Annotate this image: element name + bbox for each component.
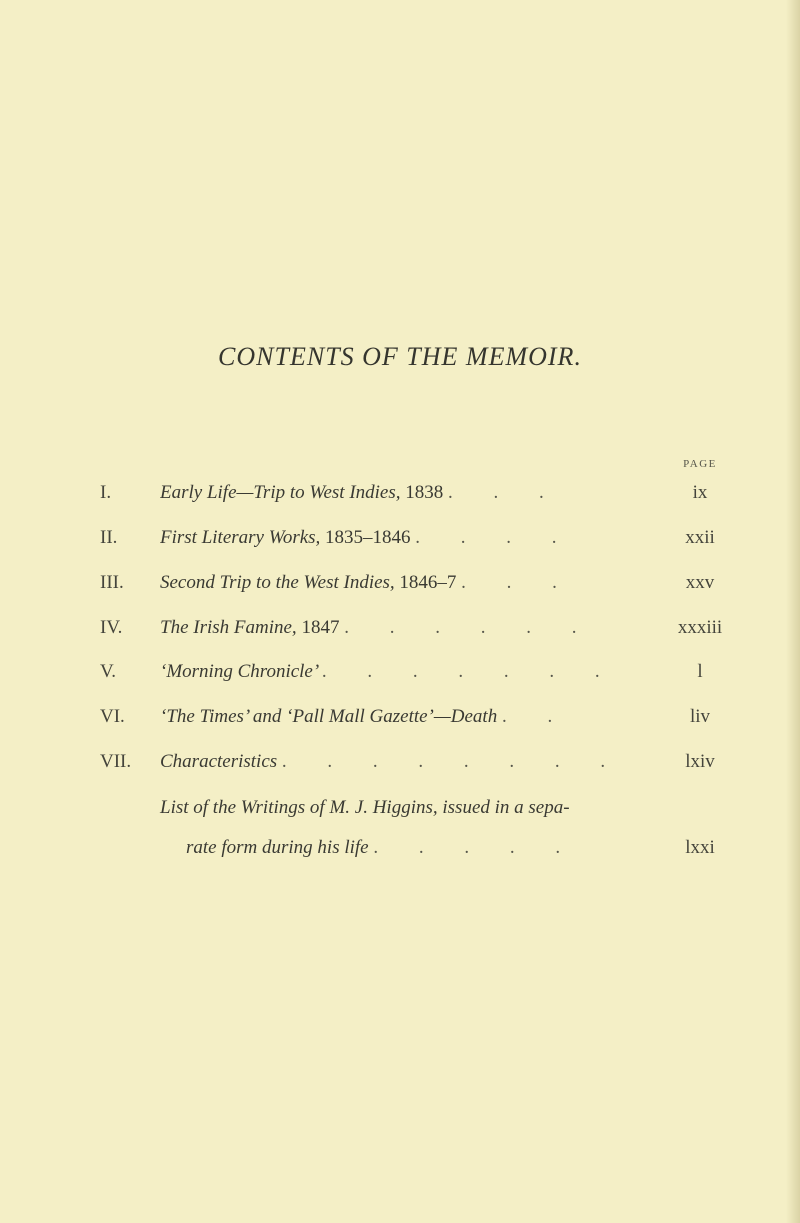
toc-entry-6 [0,702,800,732]
entry-year: 1835–1846 [325,527,411,548]
entry-page-number: ix [692,482,708,503]
page-edge-shadow [786,0,800,1223]
entry-numeral: V. [100,661,117,682]
entry-page-number: liv [689,706,711,727]
entry-page-number: xxv [685,572,715,593]
toc-entry-5 [0,657,800,687]
entry-title: ‘Morning Chronicle’ . . . . . . . [160,661,618,682]
dot-leader: . . . . . [373,837,579,858]
entry-title: Second Trip to the West Indies, 1846–7 . . . [160,572,575,593]
dot-leader: . . . . . . [344,617,595,638]
toc-entry-7 [0,747,800,777]
dot-leader: . . [501,706,571,727]
dot-leader: . . . . [415,527,575,548]
dot-leader: . . . . . . . [321,661,618,682]
entry-year: 1838 [405,482,444,503]
writings-list-entry-line2 [0,833,800,863]
dot-leader: . . . [461,572,575,593]
dot-leader: . . . [448,482,562,503]
entry-numeral: III. [100,572,124,593]
toc-entry-2 [0,523,800,553]
entry-numeral: I. [100,482,112,503]
toc-entry-1 [0,478,800,508]
entry-numeral: VII. [100,751,132,772]
toc-entry-4 [0,613,800,643]
entry-page-number: lxxi [685,837,715,858]
entry-title: The Irish Famine, 1847 . . . . . . [160,617,595,638]
entry-page-number: xxii [685,527,715,548]
entry-title: rate form during his life . . . . . [186,837,579,858]
page-column-label: PAGE [683,458,717,470]
dot-leader: . . . . . . . . [281,751,624,772]
writings-list-entry-line1: List of the Writings of M. J. Higgins, issued in a sepa- [160,797,570,818]
entry-title: ‘The Times’ and ‘Pall Mall Gazette’—Death . . [160,706,571,727]
entry-page-number: l [697,661,703,682]
entry-page-number: lxiv [685,751,715,772]
entry-title: Characteristics . . . . . . . . [160,751,624,772]
entry-year: 1847 [301,617,340,638]
entry-numeral: VI. [100,706,125,727]
entry-title: First Literary Works, 1835–1846 . . . . [160,527,575,548]
entry-title: Early Life—Trip to West Indies, 1838 . . . [160,482,562,503]
entry-numeral: II. [100,527,118,548]
entry-numeral: IV. [100,617,123,638]
entry-year: 1846–7 [399,572,457,593]
toc-entry-3 [0,568,800,598]
entry-page-number: xxxiii [677,617,723,638]
page-title: CONTENTS OF THE MEMOIR. [218,342,582,371]
